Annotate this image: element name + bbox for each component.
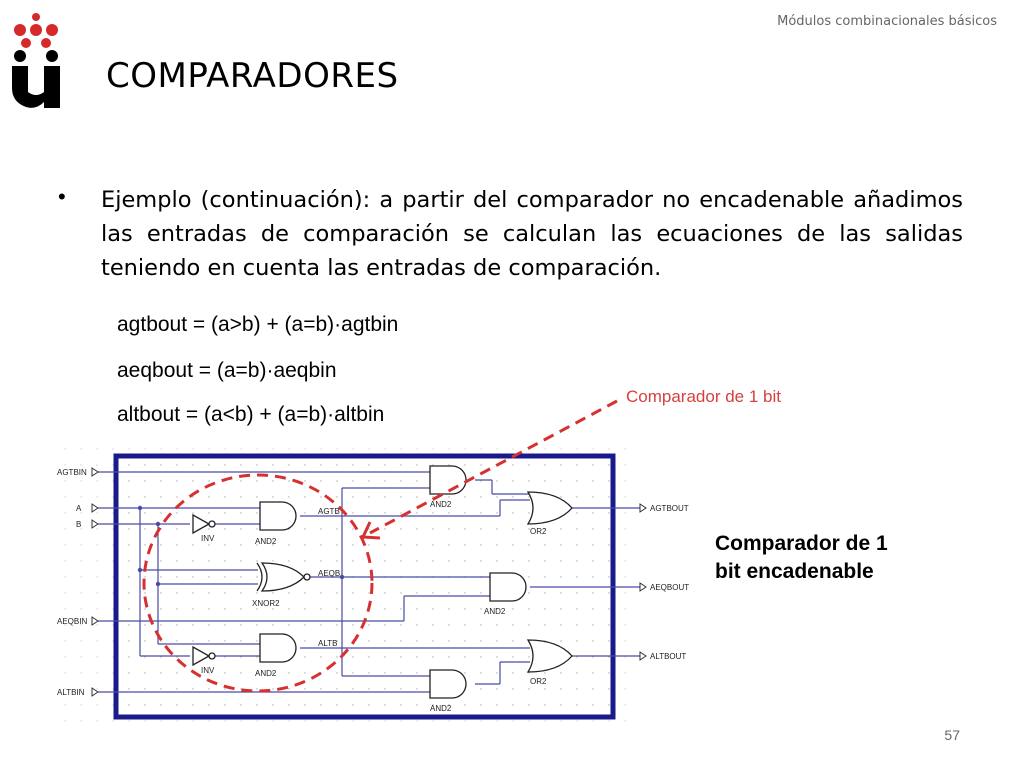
bullet-marker: • bbox=[58, 184, 66, 209]
callout-label: Comparador de 1 bit bbox=[626, 387, 781, 406]
gate-label-or-bot: OR2 bbox=[530, 677, 547, 686]
gate-label-and-agt: AND2 bbox=[430, 500, 452, 509]
gate-label-and-aeq: AND2 bbox=[484, 607, 506, 616]
net-label-aeqb: AEQB bbox=[318, 569, 341, 578]
pin-altbin: ALTBIN bbox=[57, 688, 85, 697]
equation-agtbout: agtbout = (a>b) + (a=b)·agtbin bbox=[117, 313, 399, 336]
pin-aeqbout: AEQBOUT bbox=[650, 583, 690, 592]
pin-a: A bbox=[76, 504, 82, 513]
gate-label-inv1: INV bbox=[201, 534, 215, 543]
gate-label-and-bot: AND2 bbox=[255, 669, 277, 678]
gate-label-and-top: AND2 bbox=[255, 537, 277, 546]
pin-agtbin: AGTBIN bbox=[57, 468, 87, 477]
gate-label-xnor: XNOR2 bbox=[252, 599, 280, 608]
page-number: 57 bbox=[944, 727, 960, 743]
net-label-altb: ALTB bbox=[318, 639, 338, 648]
circuit-caption-line2: bit encadenable bbox=[715, 560, 874, 583]
section-header: Módulos combinacionales básicos bbox=[777, 14, 997, 29]
circuit-caption-line1: Comparador de 1 bbox=[715, 532, 888, 555]
equation-altbout: altbout = (a<b) + (a=b)·altbin bbox=[117, 403, 385, 426]
pin-b: B bbox=[76, 520, 82, 529]
gate-label-inv2: INV bbox=[201, 666, 215, 675]
net-label-agtb: AGTB bbox=[318, 507, 340, 516]
gate-label-and-alt: AND2 bbox=[430, 704, 452, 713]
slide-title: COMPARADORES bbox=[106, 56, 399, 96]
gate-label-or-top: OR2 bbox=[530, 527, 547, 536]
pin-altbout: ALTBOUT bbox=[650, 652, 687, 661]
pin-agtbout: AGTBOUT bbox=[650, 504, 689, 513]
equation-aeqbout: aeqbout = (a=b)·aeqbin bbox=[117, 359, 337, 382]
bullet-paragraph: Ejemplo (continuación): a partir del comparador no encadenable añadimos las entradas de comparación se calculan las ecuaciones de las salidas teniendo en cuenta las entradas de comparación. bbox=[101, 187, 963, 281]
pin-aeqbin: AEQBIN bbox=[57, 617, 88, 626]
